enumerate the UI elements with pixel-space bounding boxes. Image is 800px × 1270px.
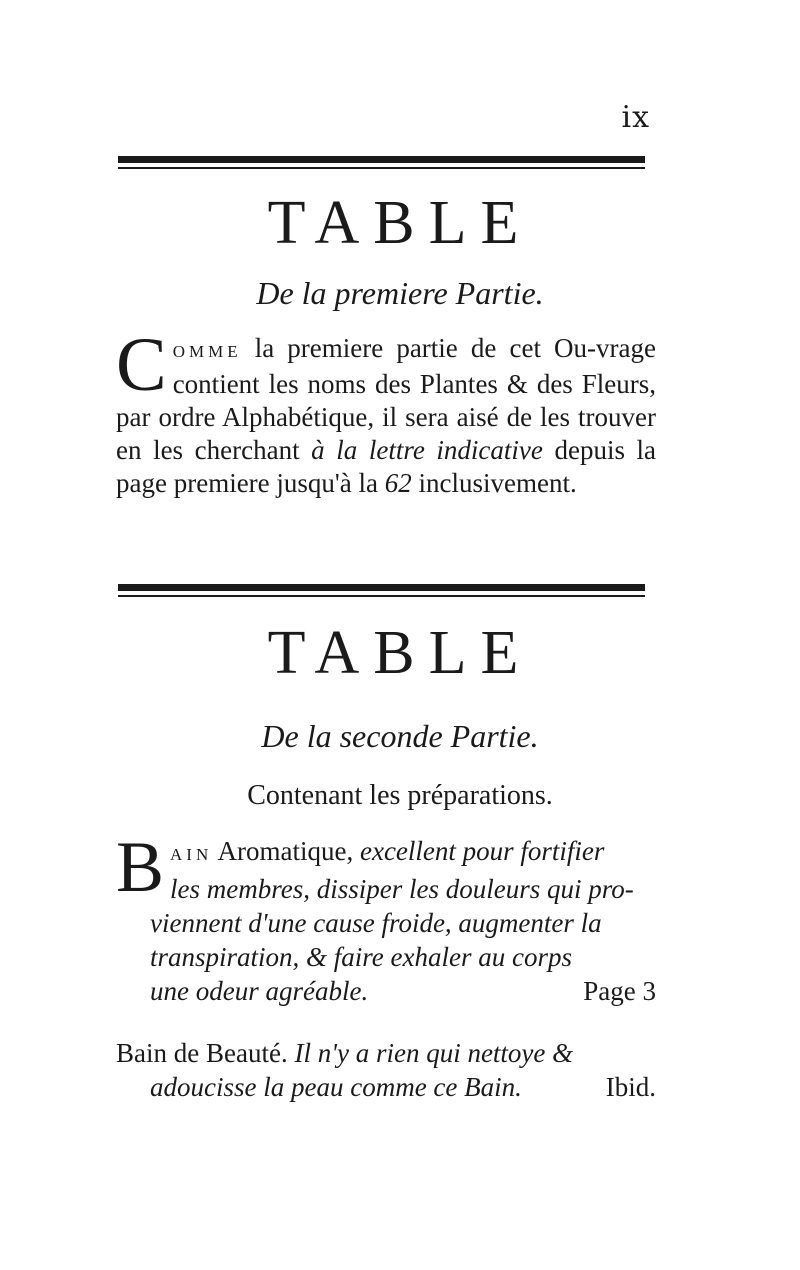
entry2-line1-plain: Bain de Beauté. <box>116 1038 295 1068</box>
section1-title: TABLE <box>267 189 533 257</box>
entry1-line5-text: une odeur agréable. <box>150 976 369 1006</box>
entry1-line4: transpiration, & faire exhaler au corps <box>150 942 572 972</box>
section1-subtitle: De la premiere Partie. <box>256 275 544 311</box>
section1-paragraph <box>116 323 657 500</box>
section1-italic-a: à la lettre indicative <box>311 435 543 465</box>
section2-title: TABLE <box>267 619 533 687</box>
top-rule <box>118 156 645 169</box>
entry1-line2: les membres, dissiper les douleurs qui pro- <box>170 874 634 904</box>
dropcap-b: B <box>116 827 165 907</box>
entry2-line2-text: adoucisse la peau comme ce Bain. <box>150 1072 522 1102</box>
entry2-line2 <box>116 1070 656 1104</box>
section2-heading: Contenant les préparations. <box>247 780 553 811</box>
middle-rule <box>118 584 645 597</box>
smallcaps-comme: OMME <box>172 342 242 361</box>
entry2-page-ref: Ibid. <box>605 1072 656 1102</box>
section1-text-b: depuis la page premiere jusqu'à la <box>116 435 657 498</box>
entry1-page-ref: Page 3 <box>583 976 656 1006</box>
entry1-line5 <box>116 974 656 1008</box>
entry1-line1-plain: Aromatique, <box>212 836 360 866</box>
entry2-line1-italic: Il n'y a rien qui nettoye & <box>294 1038 574 1068</box>
entry1-line1 <box>116 834 656 872</box>
section1-italic-num: 62 <box>384 468 412 498</box>
section1-text-c: inclusivement. <box>411 468 577 498</box>
entry-bain-aromatique <box>116 827 656 1008</box>
smallcaps-ain: AIN <box>170 845 213 864</box>
entry2-line1 <box>116 1036 656 1070</box>
section2-subtitle: De la seconde Partie. <box>261 718 539 754</box>
dropcap-c: C <box>116 323 167 407</box>
page-number: ix <box>621 100 650 135</box>
entry-bain-de-beaute <box>116 1036 656 1104</box>
entry1-line3: viennent d'une cause froide, augmenter la <box>150 908 602 938</box>
section1-text-a: la premiere partie de cet Ou-vrage contient les noms des Plantes & des Fleurs, par ordre Alphabétique, il sera aisé de les trouver en les cherchant <box>116 333 656 465</box>
entry1-line1-italic: excellent pour fortifier <box>359 836 605 866</box>
